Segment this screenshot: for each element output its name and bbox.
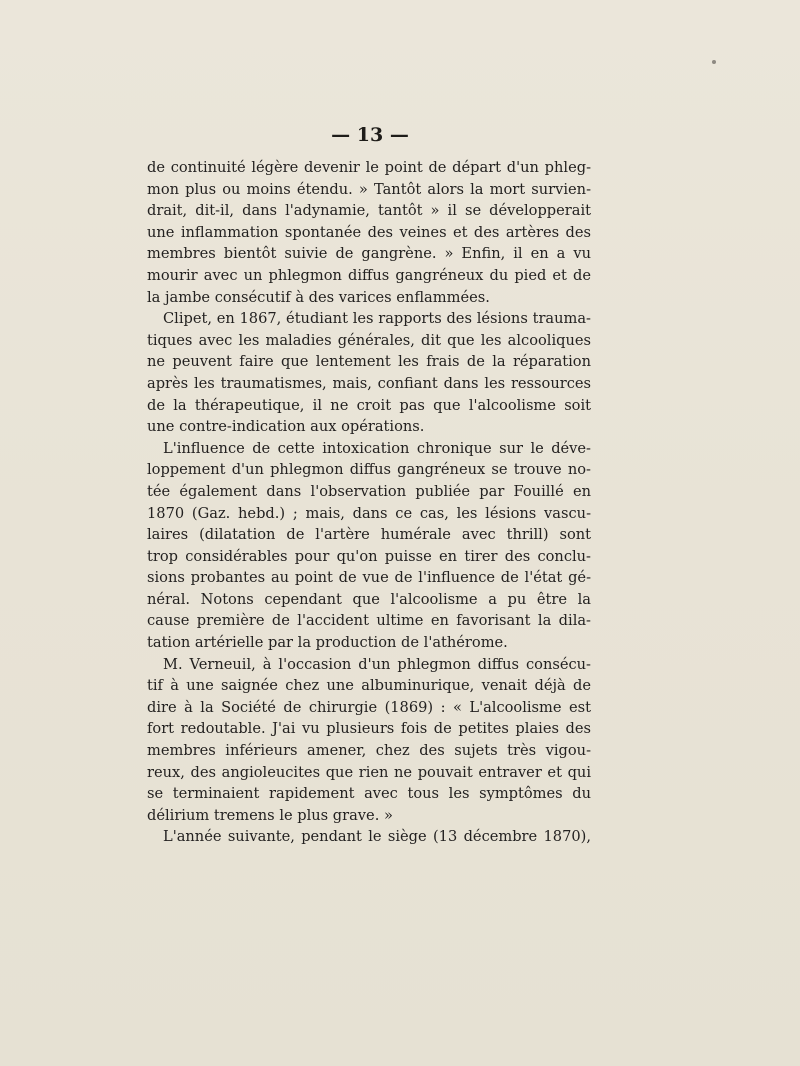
body-text [147,157,591,848]
text-line: néral. Notons cependant que l'alcoolisme a pu être la [147,590,591,608]
text-line: membres bientôt suivie de gangrène. » Enfin, il en a vu [147,245,591,263]
text-line: laires (dilatation de l'artère humérale avec thrill) sont [147,526,591,544]
text-line: cause première de l'accident ultime en favorisant la dila- [147,612,591,630]
paragraph-start: Clipet, en 1867, étudiant les rapports des lésions trauma- [163,310,591,328]
text-line: membres inférieurs amener, chez des sujets très vigou- [147,742,591,760]
paragraph-start: M. Verneuil, à l'occasion d'un phlegmon diffus consécu- [163,655,591,673]
text-line: une contre-indication aux opérations. [147,418,425,436]
text-line: de la thérapeutique, il ne croit pas que l'alcoolisme soit [147,396,591,414]
text-line: fort redoutable. J'ai vu plusieurs fois de petites plaies des [147,720,591,738]
text-line: délirium tremens le plus grave. » [147,806,393,824]
text-line: se terminaient rapidement avec tous les symptômes du [147,785,591,803]
text-line: mourir avec un phlegmon diffus gangréneux du pied et de [147,266,591,284]
text-line: trop considérables pour qu'on puisse en tirer des conclu- [147,547,591,565]
text-line: mon plus ou moins étendu. » Tantôt alors la mort survien- [147,180,591,198]
paragraph-start: L'influence de cette intoxication chronique sur le déve- [163,439,591,457]
text-line: tif à une saignée chez une albuminurique, venait déjà de [147,677,591,695]
text-line: sions probantes au point de vue de l'influence de l'état gé- [147,569,591,587]
text-line: la jambe consécutif à des varices enflammées. [147,288,490,306]
text-line: de continuité légère devenir le point de départ d'un phleg- [147,159,591,176]
text-line: tiques avec les maladies générales, dit que les alcooliques [147,331,591,349]
text-line: après les traumatismes, mais, confiant dans les ressources [147,374,591,392]
text-line: tée également dans l'observation publiée par Fouillé en [147,482,591,500]
text-line: une inflammation spontanée des veines et des artères des [147,223,591,241]
paragraph-start: L'année suivante, pendant le siège (13 décembre 1870), [163,828,591,846]
text-line: tation artérielle par la production de l'athérome. [147,634,508,652]
text-line: drait, dit-il, dans l'adynamie, tantôt » il se développerait [147,202,591,220]
paper-speck [712,60,716,64]
text-line: 1870 (Gaz. hebd.) ; mais, dans ce cas, les lésions vascu- [147,504,591,522]
text-line: reux, des angioleucites que rien ne pouvait entraver et qui [147,763,591,781]
text-line: loppement d'un phlegmon diffus gangréneux se trouve no- [147,461,591,479]
text-line: dire à la Société de chirurgie (1869) : « L'alcoolisme est [147,698,591,716]
text-line: ne peuvent faire que lentement les frais de la réparation [147,353,591,371]
page-number: — 13 — [331,124,409,146]
